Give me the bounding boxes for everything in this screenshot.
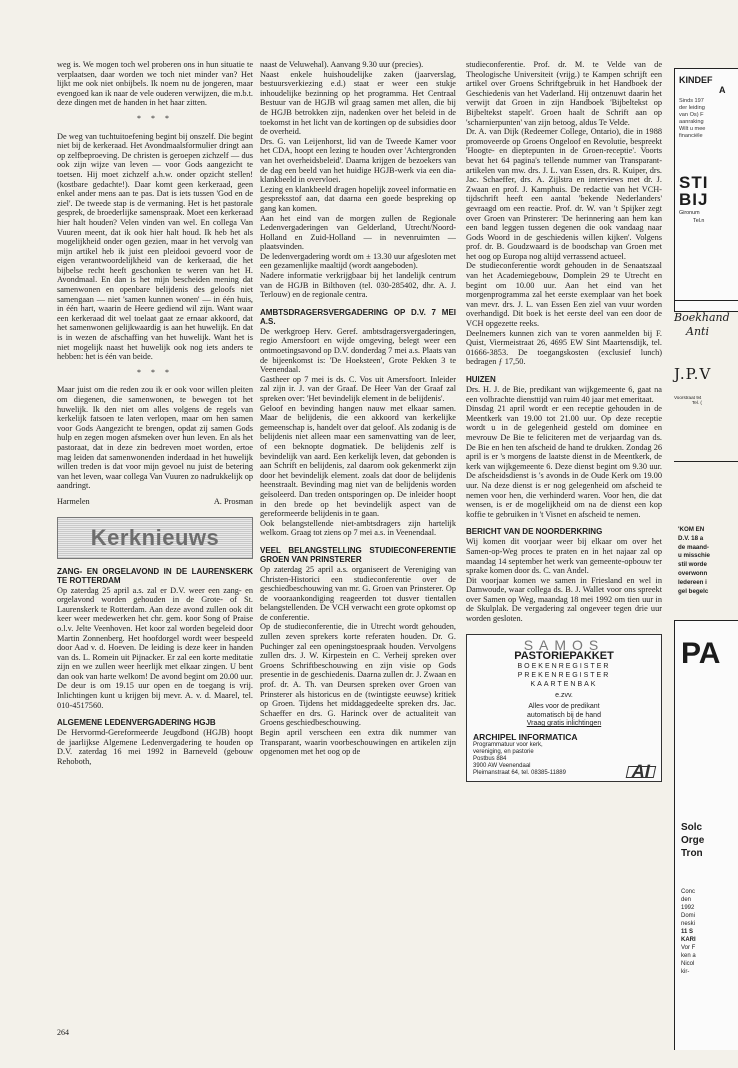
signature-place: Harmelen [57,496,90,506]
bookshop-name-line: Boekhand [674,311,730,324]
adjacent-page-strip [668,60,738,1050]
ad-brand: SAMOS [523,636,605,653]
detail-line: kir- [681,969,690,975]
ad-feature: KAARTENBAK [530,680,598,688]
ad-slogan: automatisch bij de hand [527,711,601,719]
news-paragraph: naast de Veluwehal). Aanvang 9.30 uur (precies). [260,60,424,69]
detail-line: Nicol [681,961,695,967]
samos-advertisement [466,634,662,783]
news-paragraph: Aan het eind van de morgen zullen de Regionale Ledenvergaderingen van Gelderland, Utrecht/Noord-Holland en Zuid-Holland — in nevenruimten — plaatsvinden. [260,213,456,252]
news-heading: VEEL BELANGSTELLING STUDIECONFERENTIE GROEN VAN PRINSTERER [260,545,456,564]
bookshop-name-line: Anti [686,325,709,338]
ad-slogan: Alles voor de predikant [528,703,600,711]
kom-line: 'KOM EN [678,526,705,533]
news-paragraph: Drs. H. J. de Bie, predikant van wijkgemeente 6, gaat na een volbrachte diensttijd van ruim 40 jaar met emeritaat. [466,385,662,404]
detail-line: ken a [681,953,696,959]
concert-details [681,888,738,976]
kinder-advertisement [674,68,738,312]
detail-line: 1992 [681,905,695,911]
detail-line: KARI [681,937,696,943]
news-paragraph: Dinsdag 21 april wordt er een receptie gehouden in de Meentkerk van 19.00 tot 21.00 uur. Op deze receptie wordt u in de gelegenheid gesteld om dominee en mevrouw De Bie te feliciteren met de verjaardag van ds. De Bie en hen ten afscheid de hand te drukken. Zondag 26 april is er 's morgens de laatste dienst in de Meentkerk, de kerk van wijkgemeente 6. Deze dienst begint om 9.30 uur. De afscheidsdienst is 's avonds in de Oude Kerk om 19.00 uur. Na deze dienst is er nog gelegenheid om afscheid te nemen voor hen, die verhinderd waren. Voor hen, die dat wensen, is er de mogelijkheid om na de dienst een kop koffie te gebruiken in 't Visnet en afscheid te nemen. [466,404,662,519]
detail-line: neski [681,921,696,927]
news-paragraph: Nadere informatie verkrijgbaar bij het landelijk centrum van de HGJB in Bilthoven (tel. 030-285402, dhr. A. J. Terlouw) en de regionale centra. [260,271,456,300]
detail-line: Vor F [681,945,696,951]
news-paragraph: Deelnemers kunnen zich van te voren aanmelden bij F. Quist, Viermeistraat 26, 4695 EW Sint Maartensdijk, tel. 01666-3853. De toegangskosten (exclusief lunch) bedragen ƒ 17,50. [466,328,662,367]
ad-heading: KINDEF [679,75,713,85]
detail-line: Conc [681,889,696,895]
performer-line: Orge [681,835,705,846]
ad-text-line: der leiding [679,105,705,111]
ad-text [679,98,738,140]
performer-line: Solc [681,822,703,833]
bookshop-phone: Tel. ( [692,400,702,405]
news-paragraph: Lezing en klankbeeld dragen hopelijk zoveel informatie en gespreksstof aan, dat daarna een goede bespreking op gang kan komen. [260,184,456,213]
kom-line: D.V. 18 a [678,534,704,542]
bookshop-initials: J.P.V [674,365,712,383]
kom-line: overwonn [678,569,708,577]
kom-line: Iedereen i [678,578,707,586]
kom-announcement [678,526,710,596]
ad-address-line: 3900 AW Veenendaal [473,763,531,770]
bookshop-advertisement [674,300,738,462]
news-paragraph: Op zaterdag 25 april a.s. organiseert de Vereniging van Christen-Historici een studieconferentie over de geschiedbeschouwing van mr. G. Groen van Prinsterer. Op de vooraankondiging reageerden tot dusver tientallen belangstellenden. De VCH verwacht een grote opkomst op de conferentie. [260,564,456,622]
ad-feature: PREKENREGISTER [517,671,611,679]
news-paragraph: Op de studieconferentie, die in Utrecht wordt gehouden, zullen zeven sprekers korte referaten houden. Dr. G. Puchinger zal een openingstoespraak houden. Vervolgens zullen drs. J. W. Kirpestein en C. Verheij spreken over Groens Schriftbeschouwing en zijn visie op Gods presentie in de geschiedenis. Daarna zullen dr. J. Zwaan en prof. dr. A. Th. van Deursen spreken over Groen van Prinsterer als historicus en de (twintigste eeuwse) kritiek op Groen. Tijdens het middaggedeelte spreken drs. Jac. Schaeffer en drs. G. Harinck over de actualiteit van Groens geschiedbeschouwing. [260,622,456,728]
news-paragraph: Op zaterdag 25 april a.s. zal er D.V. weer een zang- en orgelavond worden gehouden in de Grote- of St. Laurenskerk te Rotterdam. Aan deze avond zullen ook dit keer weer medewerken het chr. gem. koor Song of Praise o.l.v. Jelte Veenhoven. Het koor zal worden begeleid door Martin Zonnenberg. Het hoofdorgel wordt weer bespeeld door Aad v. d. Hoeven. De leiding is deze keer in handen van ds. L. Romein uit Pijnacker. Er zal een korte meditatie zijn en we zullen weer heerlijk met elkaar zingen. U bent dan ook van harte welkom! De avond begint om 20.00 uur. De deur is om 19.15 uur open en de toegang is vrij. Inlichtingen kunt u krijgen bij mevr. A. v. d. Maarel, tel. 010-4517560. [57,585,253,710]
signature-line [57,497,253,507]
ad-slogan: Vraag gratis inlichtingen [526,720,602,728]
ad-text-line: aanraking [679,119,704,125]
column-3 [466,60,662,1020]
bookshop-address: Voorstraat 94 [674,395,702,400]
news-paragraph: De ledenvergadering wordt om ± 13.30 uur afgesloten met een gezamenlijke maaltijd (wordt aangeboden). [260,251,456,271]
detail-line: 11 S [681,929,694,935]
ad-company: ARCHIPEL INFORMATICA [473,731,578,742]
ad-contact [473,733,578,778]
ad-big-line: STI [679,173,709,192]
detail-line: den [681,897,692,903]
ad-text-line: Sinds 197 [679,98,704,104]
concert-performers [681,821,738,860]
news-heading: BERICHT VAN DE NOORDERKRING [466,527,603,537]
news-paragraph: Naast enkele huishoudelijke zaken (jaarverslag, bestuursverkiezing e.d.) staat er weer een stukje inhoudelijke bezinning op het programma. Het Centraal Bestuur van de HGJB wil graag samen met allen, die bij de HGJB betrokken zijn, nadenken over het beleid in de toekomst in het licht van de kortingen op de subsidies door de overheid. [260,69,456,137]
news-paragraph: De studieconferentie wordt gehouden in de Senaatszaal van het Academiegebouw, Domplein 29 te Utrecht en begint om 10.00 uur. Aan het eind van het morgenprogramma zal het eerste exemplaar van het boek van mevr. drs. J. L. van Essen Een ziel van vuur worden overhandigd. Dit boek is het eerste deel van een door de VCH opgezette reeks. [466,261,662,329]
news-paragraph: Begin april verscheen een extra dik nummer van Transparant, waarin voorbeschouwingen en artikelen zijn opgenomen met het oog op de [260,728,456,757]
news-paragraph: Geloof en bevinding hangen nauw met elkaar samen. Maar de belijdenis, die een akkoord van kerkelijke gemeenschap is, handelt over dat geloof. Als zodanig is de belijdenis niet alleen maar een samenvatting van de leer, of een beknopte dogmatiek. De belijdenis zelf is bevindelijk van aard. Een kerkelijk leven, dat gebonden is aan Schrift en belijdenis, zal daarom ook gekenmerkt zijn door het bevindelijk element. zoals dat door de belijdenis heenstraalt. Bevinding mag niet van de belijdenis worden geïsoleerd. Dan treden ontsporingen op. De inleider hoopt in den brede op het bevindelijk aspect van de gereformeerde belijdenis in te gaan. [260,403,456,519]
ad-address: Gironum [679,210,700,216]
news-paragraph: De werkgroep Herv. Geref. ambtsdragersvergaderingen, regio Amersfoort en wijde omgeving, belegt weer een ontmoetingsavond op D.V. donderdag 7 mei a.s. Plaats van de bijeenkomst is: 'De Hoeksteen', Grote Pekken 3 te Veenendaal. [260,326,456,375]
ad-big-text [679,174,738,208]
kom-line: de maand- [678,543,709,551]
ad-heading: A [719,85,726,95]
news-paragraph: studieconferentie. Prof. dr. M. te Velde van de Theologische Universiteit (vrijg.) te Kampen schrijft een artikel over Groens Schriftgebruik in het Handboek der Geschiedenis van het Vaderland. Hij ontzenuwt daarin het verwijt dat Groen in zijn Handboek 'Bijbeltekst op Bijbeltekst stapelt'. Groen haalt de Schrift aan op 'scharnierpunten' van zijn betoog, aldus Te Velde. [466,60,662,127]
page-number: 264 [57,1028,69,1037]
section-banner-title: Kerknieuws [90,524,220,550]
ad-text-line: van Os) F [679,112,704,118]
news-heading: AMBTSDRAGERSVERGADERING OP D.V. 7 MEI A.S. [260,307,456,326]
ad-big-line: BIJ [679,190,709,209]
news-paragraph: Wij komen dit voorjaar weer bij elkaar om over het Samen-op-Weg proces te praten en in het najaar zal op maandag 14 september het werk van gemeente-opbouw ter sprake komen door ds. C. van Andel. [466,537,662,576]
bookshop-name [674,311,738,339]
signature-author: A. Prosman [213,496,253,506]
ad-title: PASTORIEPAKKET [514,650,614,663]
section-divider: * * * [137,367,173,377]
concert-advertisement [674,620,738,1050]
news-heading: HUIZEN [466,375,496,384]
ad-footer [473,731,655,781]
column-2 [260,60,456,1020]
kom-line: stil worde [678,561,707,569]
article-paragraph: Maar juist om die reden zou ik er ook voor willen pleiten om diegenen, die samenwonen, te bewegen tot het huwelijk. Ik den niet om alles volgens de regels van kerkelijk fatsoen te laten verlopen, maar om hen samen voor Gods Aangezicht te brengen, opdat zij samen Gods hulp en zegen mogen afsmeken over hun leven. En als het pastoraat, dat in deze zin bedreven moet worden, ertoe mag leiden dat samenwonenden inderdaad in het huwelijk willen treden is dat voor mijn gevoel nu juist de betering van het leven, waar collega Van Vuuren zo nadrukkelijk op aandringt. [57,385,253,491]
detail-line: Domi [681,913,696,919]
article-paragraph: weg is. We mogen toch wel proberen ons in hun situatie te verplaatsen, daar worden we toch niet minder van? Het lijkt me ook niet onbijbels. Ik noem nu de jongeren, maar evengoed kan ik naar de vele ouderen verwijzen, die m.b.t. deze dingen met de handen in het haar zitten. [57,60,253,108]
ad-logo-icon: AI [626,766,656,778]
ad-address-line: Programmatuur voor kerk, [473,742,543,749]
ad-note: e.zvv. [555,691,573,699]
news-paragraph: Drs. G. van Leijenhorst, lid van de Tweede Kamer voor het CDA, hoopt een lezing te houden over 'Achtergronden van het overheidsbeleid'. Daarna krijgen de bezoekers van de dag een beeld van het huidige HGJB-werk via een dia-klankbeeld in overvloei. [260,136,456,185]
ad-text-line: Wilt u mee [679,126,706,132]
kom-line: u misschie [678,552,710,560]
ad-text-line: financiële [679,133,703,139]
news-paragraph: Gastheer op 7 mei is ds. C. Vos uit Amersfoort. Inleider zal zijn ir. J. van der Graaf. De Heer Van der Graaf zal spreken over: 'Het bevindelijk element in de belijdenis'. [260,374,456,403]
news-paragraph: De Hervormd-Gereformeerde Jeugdbond (HGJB) hoopt de jaarlijkse Algemene Ledenvergadering te houden op D.V. zaterdag 16 mei 1992 in Barneveld (gebouw Rehoboth, [57,728,253,767]
section-banner [57,517,253,559]
concert-title: PA [681,637,721,670]
section-divider: * * * [137,113,173,123]
news-heading: ALGEMENE LEDENVERGADERING HGJB [57,718,216,728]
ad-address-line: Pleimanstraat 64, tel. 08385-11889 [473,770,566,777]
news-paragraph: Dr. A. van Dijk (Redeemer College, Ontario), die in 1988 promoveerde op Groens Ongeloof en Revolutie, bespreekt 'Hoogte- en dieptepunten in de Groen-receptie'. Voorts bevat het 64 pagina's tellende nummer van Transparant-artikelen van mw. drs. J. L. van Essen, drs. R. Kuiper, drs. Jac. Schaeffer, drs. A. Zijlstra en interviews met dr. J. Zwaan en prof. J. Kamphuis. De redactie van het VCH-tijdschrift heeft een aantal 'bekende Nederlanders' gevraagd om een reactie. Prof. dr. W. van 't Spijker zegt over Groen van Prinsterer: 'De herinnering aan hem kan een band leggen tussen degenen die ook vandaag naar Gods Woord in de geschiedenis willen kijken'. Volgens prof. dr. B. Goudzwaard is de boodschap van Groen met het oog op Europa nog altijd verrassend actueel. [466,127,662,261]
kom-line: gel begelc [678,587,709,595]
article-paragraph: De weg van tuchtuitoefening begint bij onszelf. Die begint niet bij de kerkeraad. Het Avondmaalsformulier dringt aan op zelfbeproeving. De christen is geroepen zichzelf — dus ook zijn wijze van leven — voor Gods aangezicht te toetsen. Hij moet zichzelf a.h.w. onder opzicht stellen! (kostbare gedachte!). Daar komt geen kerkeraad, geen enkel ander mens aan te pas. Dat is iets tussen 'God en de ziel'. De tweede stap is de vermaning. Het is het pastorale gesprek, de broederlijke samenspraak. Moet een kerkeraad hier halt houden? Velen vinden van wel. En collega Van Vuuren meent, dat ik ook hier halt houd. Ik heb het als mogelijkheid onder ogen gezien, maar in het vervolg van mijn artikel heb ik juist een pleidooi gevoerd voor de eigen verantwoordelijkheid van de kerkeraad, die het bijbelse recht heeft geschonken te weren van het H. Avondmaal. En dan is het mijn bescheiden mening dat samenwonen en openbare belijdenis des geloofs niet samengaan — niet 'samen kunnen wonen' — in één huis, in één hart, waarin de Heere gediend wil zijn. Want waar een kerkeraad dit wel toelaat gaat ze ernaar akkoord, dat het samenwonen gelijkwaardig is aan het huwelijk. En dat is in wezen de afschaffing van het huwelijk. Want het is niet mogelijk naast het huwelijk ook nog iets anders te hebben: het is één van beide. [57,131,253,362]
ad-feature: BOEKENREGISTER [517,662,611,670]
news-paragraph: Ook belangstellende niet-ambtsdragers zijn hartelijk welkom. Graag tot ziens op 7 mei a.s. in Veenendaal. [260,518,456,538]
performer-line: Tron [681,848,703,859]
ad-address-line: vereniging, en pastorie [473,749,534,756]
column-1 [57,60,253,1020]
news-paragraph: Dit voorjaar komen we samen in Friesland en wel in Damwoude, waar collega ds. B. J. Wallet voor ons spreekt over Samen op Weg, maandag 18 mei 1992 om tien uur in de Skulplak. De vergadering zal ongeveer tegen drie uur worden gesloten. [466,575,662,624]
news-heading: ZANG- EN ORGELAVOND IN DE LAURENSKERK TE ROTTERDAM [57,566,253,585]
ad-phone: Tel.n [693,218,705,224]
ad-address-line: Postbus 884 [473,756,507,763]
